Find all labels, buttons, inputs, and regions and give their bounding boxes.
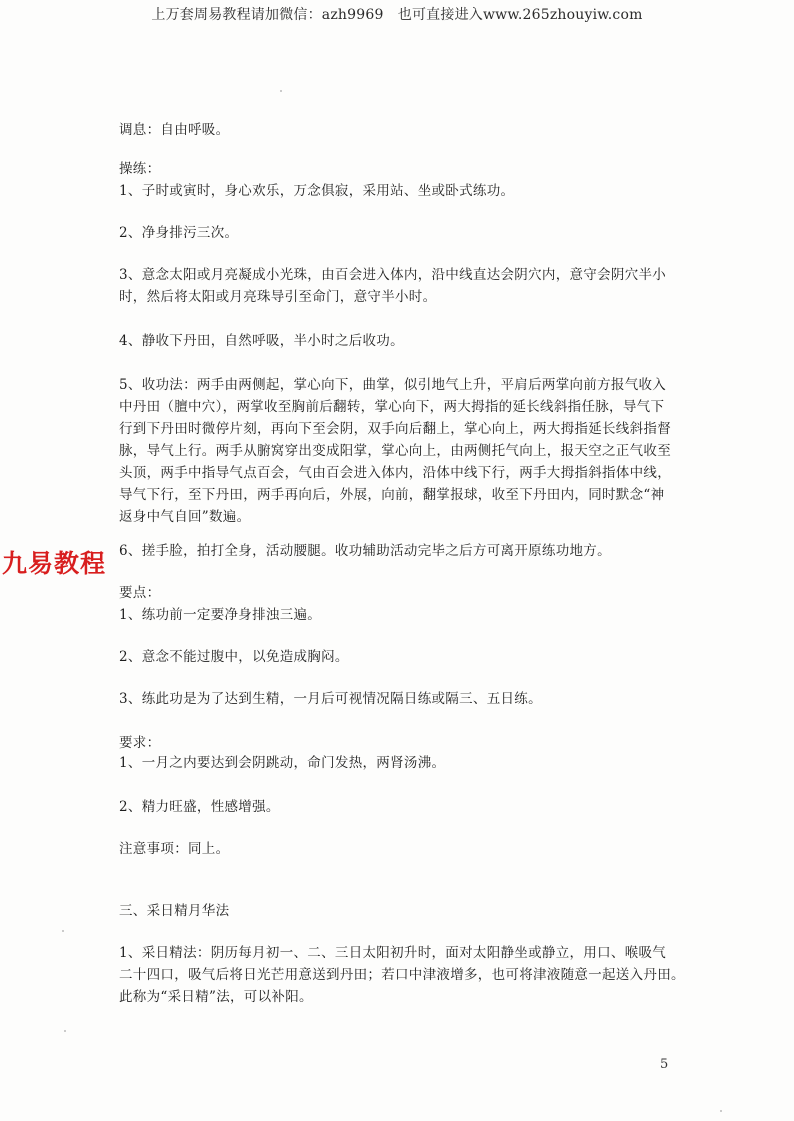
page-number: 5 <box>660 1057 669 1072</box>
practice-item-4-line-1: 4、静收下丹田，自然呼吸，半小时之后收功。 <box>119 333 404 349</box>
point-item-3: 3、练此功是为了达到生精，一月后可视情况隔日练或隔三、五日练。 <box>119 691 542 707</box>
practice-item-6 <box>119 540 679 562</box>
practice-item-3-line-1: 3、意念太阳或月亮凝成小光珠，由百会进入体内，沿中线直达会阴穴内，意守会阴穴半小 <box>119 267 667 283</box>
header-ad-text: 上万套周易教程请加微信：azh9969 也可直接进入www.265zhouyiw.com <box>151 7 643 23</box>
points-heading: 要点： <box>119 585 161 601</box>
section-paragraph-line-1: 1、采日精法：阴历每月初一、二、三日太阳初升时，面对太阳静坐或静立，用口、喉吸气 <box>119 945 667 961</box>
section-paragraph-line-3: 此称为“采日精”法，可以补阳。 <box>119 989 313 1005</box>
practice-item-2 <box>119 222 679 244</box>
notes-line: 注意事项：同上。 <box>119 841 230 857</box>
scan-speck <box>62 930 64 932</box>
point-item-2: 2、意念不能过腹中，以免造成胸闷。 <box>119 649 349 665</box>
section-paragraph <box>119 942 685 1008</box>
section-title: 三、采日精月华法 <box>119 903 230 919</box>
practice-item-5-line-7: 返身中气自回”数遍。 <box>119 509 251 525</box>
practice-item-2-line-1: 2、净身排污三次。 <box>119 225 239 241</box>
practice-item-5-line-5: 头顶，两手中指导气点百会，气由百会进入体内，沿体中线下行，两手大拇指斜指体中线， <box>119 465 671 481</box>
practice-item-1-line-1: 1、子时或寅时，身心欢乐，万念俱寂，采用站、坐或卧式练功。 <box>119 183 515 199</box>
section-paragraph-line-2: 二十四口，吸气后将日光芒用意送到丹田；若口中津液增多，也可将津液随意一起送入丹田。 <box>119 967 685 983</box>
practice-item-3 <box>119 264 679 308</box>
requirements-heading: 要求： <box>119 735 161 751</box>
breath-line: 调息：自由呼吸。 <box>119 122 230 138</box>
requirement-item-2: 2、精力旺盛，性感增强。 <box>119 799 280 815</box>
practice-item-5-line-3: 行到下丹田时微停片刻，再向下至会阴，双手向后翻上，掌心向上，两大拇指延长线斜指督 <box>119 421 671 437</box>
scan-speck <box>720 1110 722 1112</box>
point-item-1: 1、练功前一定要净身排浊三遍。 <box>119 607 322 623</box>
requirement-item-1: 1、一月之内要达到会阴跳动，命门发热，两肾汤沸。 <box>119 755 446 771</box>
practice-item-1 <box>119 180 679 202</box>
practice-item-5-line-4: 脉，导气上行。两手从腑窝穿出变成阳掌，掌心向上，由两侧托气向上，报天空之正气收至 <box>119 443 671 459</box>
scan-speck <box>64 1030 66 1032</box>
practice-heading: 操练： <box>119 161 161 177</box>
scan-speck <box>280 90 282 92</box>
practice-item-4 <box>119 330 679 352</box>
watermark-logo: 九易教程 <box>2 549 107 578</box>
practice-item-6-line-1: 6、搓手脸，拍打全身，活动腰腿。收功辅助活动完毕之后方可离开原练功地方。 <box>119 543 611 559</box>
practice-item-5-line-1: 5、收功法：两手由两侧起，掌心向下，曲掌，似引地气上升，平肩后两掌向前方报气收入 <box>119 377 667 393</box>
practice-item-5-line-2: 中丹田（膻中穴），两掌收至胸前后翻转，掌心向下，两大拇指的延长线斜指任脉，导气下 <box>119 399 665 415</box>
practice-item-5-line-6: 导气下行，至下丹田，两手再向后，外展，向前，翻掌报球，收至下丹田内，同时默念“神 <box>119 487 665 503</box>
practice-item-5 <box>119 374 679 528</box>
practice-item-3-line-2: 时，然后将太阳或月亮珠导引至命门，意守半小时。 <box>119 289 437 305</box>
